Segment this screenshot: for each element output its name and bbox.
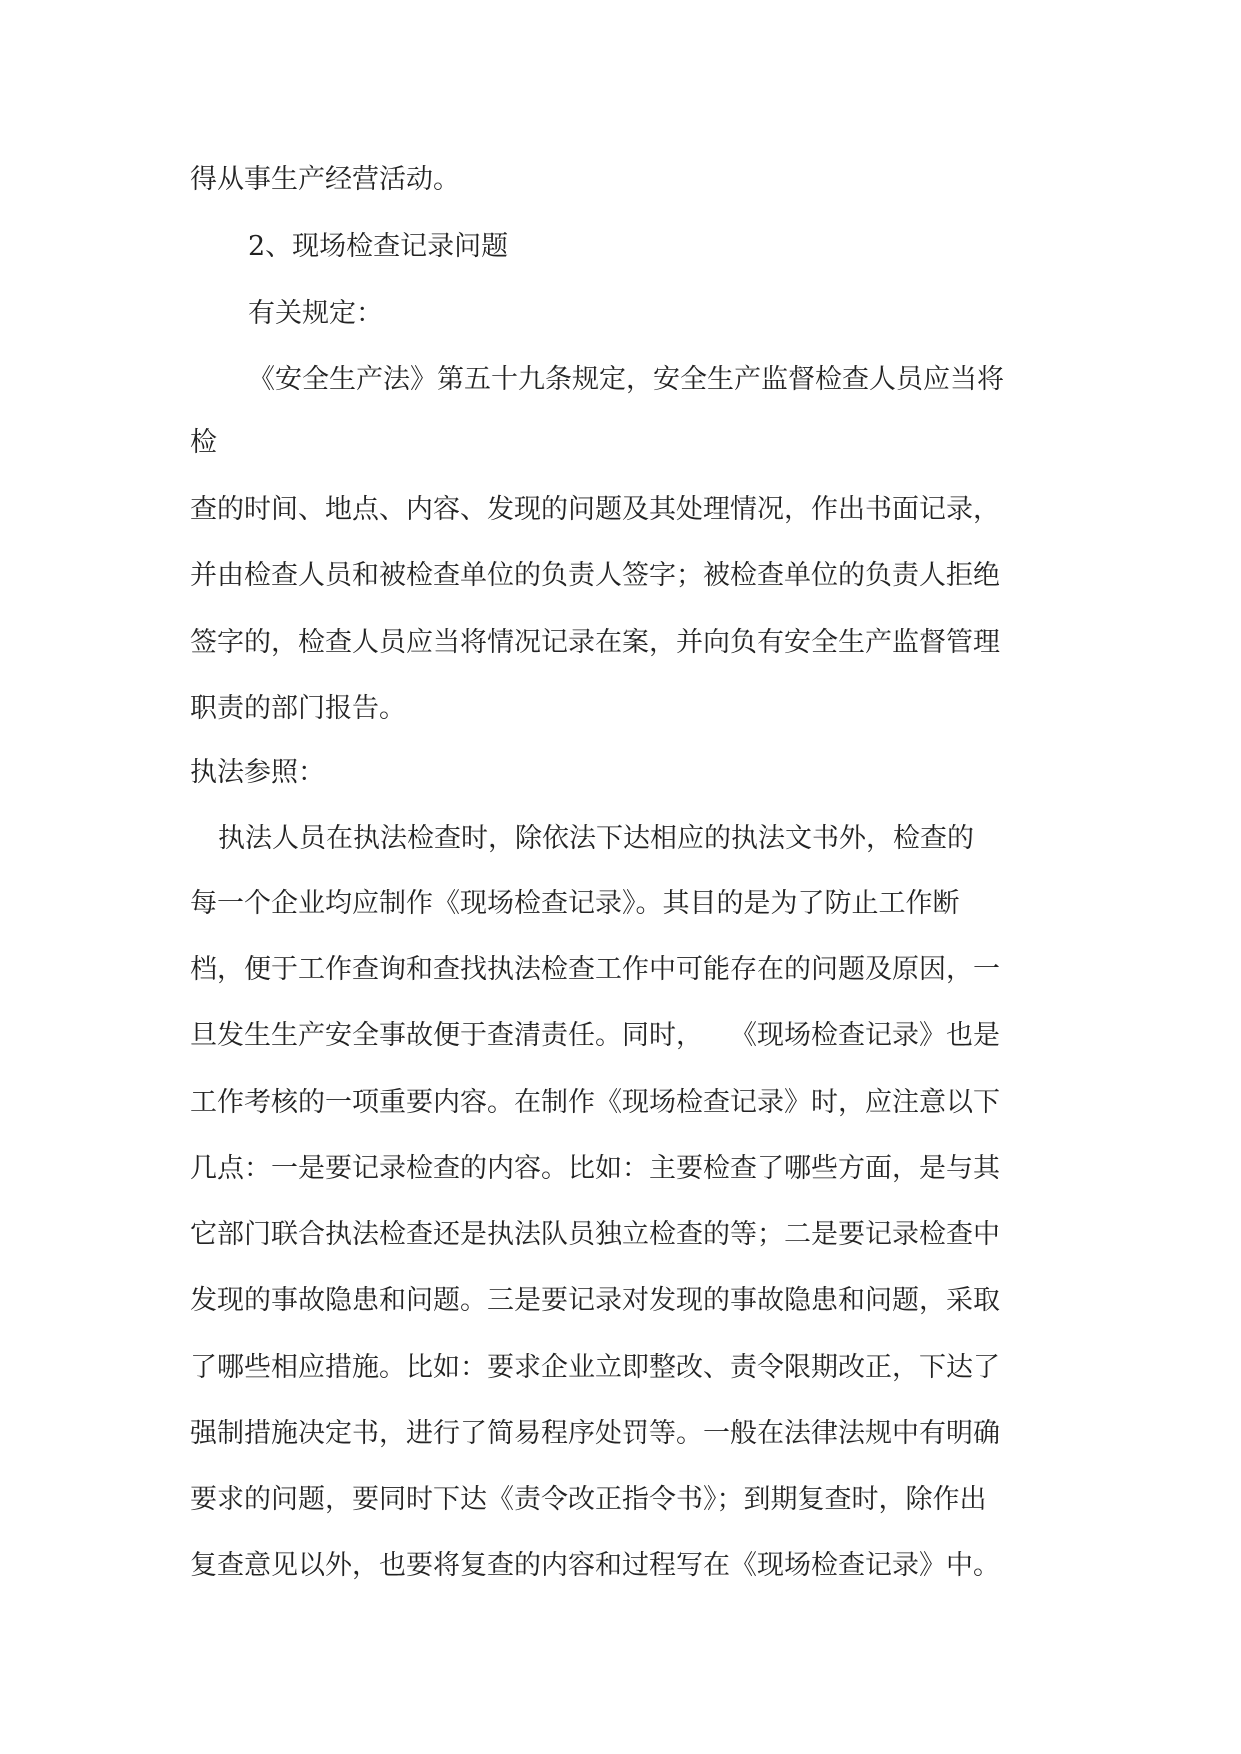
section-heading: 2、现场检查记录问题 bbox=[248, 231, 509, 262]
paragraph-line: 查的时间、地点、内容、发现的问题及其处理情况，作出书面记录， bbox=[190, 494, 1000, 525]
subheading: 有关规定： bbox=[248, 298, 383, 329]
subheading: 执法参照： bbox=[190, 757, 325, 788]
paragraph-line: 要求的问题，要同时下达《责令改正指令书》；到期复查时，除作出 bbox=[190, 1484, 987, 1515]
paragraph-line: 执法人员在执法检查时，除依法下达相应的执法文书外，检查的 bbox=[218, 823, 974, 854]
paragraph-line: 签字的，检查人员应当将情况记录在案，并向负有安全生产监督管理 bbox=[190, 627, 1000, 658]
paragraph-line: 检 bbox=[190, 427, 217, 458]
paragraph-line: 了哪些相应措施。比如：要求企业立即整改、责令限期改正，下达了 bbox=[190, 1352, 1000, 1383]
paragraph-line: 职责的部门报告。 bbox=[190, 693, 406, 724]
paragraph-line: 《安全生产法》第五十九条规定，安全生产监督检查人员应当将 bbox=[248, 364, 1004, 395]
paragraph-line: 强制措施决定书，进行了简易程序处罚等。一般在法律法规中有明确 bbox=[190, 1418, 1000, 1449]
paragraph-line: 每一个企业均应制作《现场检查记录》。其目的是为了防止工作断 bbox=[190, 888, 960, 919]
paragraph-line: 复查意见以外，也要将复查的内容和过程写在《现场检查记录》中。 bbox=[190, 1550, 1000, 1581]
paragraph-line: 发现的事故隐患和问题。三是要记录对发现的事故隐患和问题，采取 bbox=[190, 1285, 1000, 1316]
paragraph-line: 旦发生生产安全事故便于查清责任。同时， 《现场检查记录》也是 bbox=[190, 1020, 1000, 1051]
paragraph-line: 并由检查人员和被检查单位的负责人签字；被检查单位的负责人拒绝 bbox=[190, 560, 1000, 591]
paragraph-line: 几点：一是要记录检查的内容。比如：主要检查了哪些方面，是与其 bbox=[190, 1153, 1000, 1184]
paragraph-line: 工作考核的一项重要内容。在制作《现场检查记录》时，应注意以下 bbox=[190, 1087, 1000, 1118]
paragraph-line: 得从事生产经营活动。 bbox=[190, 164, 460, 195]
paragraph-line: 档，便于工作查询和查找执法检查工作中可能存在的问题及原因，一 bbox=[190, 954, 1000, 985]
paragraph-line: 它部门联合执法检查还是执法队员独立检查的等；二是要记录检查中 bbox=[190, 1219, 1000, 1250]
